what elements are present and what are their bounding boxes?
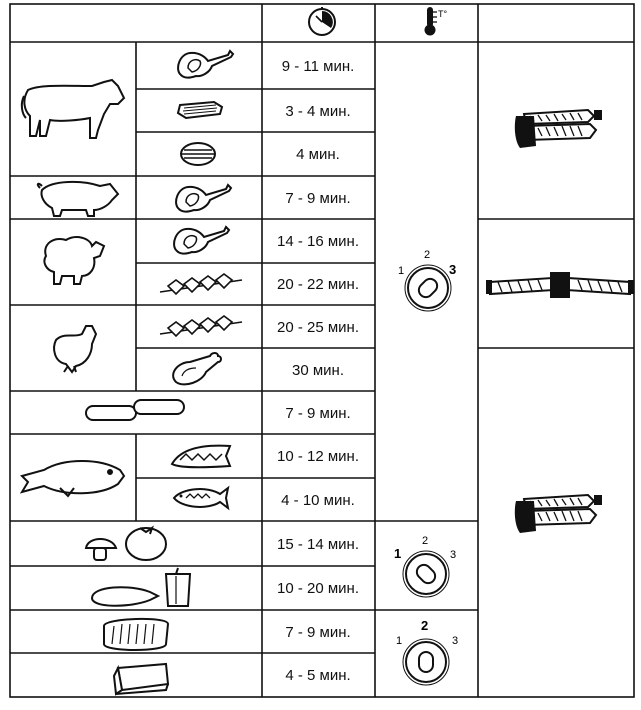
panini-icon [104,619,168,650]
thermometer-icon [425,7,448,36]
cow-icon [22,80,124,138]
time-cell: 7 - 9 мин. [285,624,351,641]
dial-label: 2 [424,249,431,261]
burger-patty-icon [181,143,215,165]
temp-label: T° [438,9,448,19]
grill-closed-icon [515,495,602,533]
time-cell: 4 - 5 мин. [285,667,351,684]
temperature-dial [396,618,458,685]
dial-label: 1 [398,265,405,277]
toasted-sandwich-icon [114,664,168,694]
eggplant-pepper-icon [92,568,190,606]
steak-slice-icon [178,102,222,118]
dial-label: 3 [449,262,457,277]
time-cell: 4 мин. [296,146,340,163]
grill-closed-icon [515,110,602,148]
steak-bone-icon [178,51,233,78]
pig-icon [38,182,118,216]
lamb-chop-icon [174,227,229,254]
dial-label: 3 [452,635,459,647]
temperature-dial [394,535,456,597]
chicken-icon [54,326,96,372]
time-cell: 3 - 4 мин. [285,103,351,120]
fish-icon [22,461,124,496]
dial-label: 2 [422,535,429,547]
kebab-icon [160,316,242,336]
dial-label: 1 [394,546,402,561]
drumstick-icon [173,353,221,384]
time-cell: 7 - 9 мин. [285,190,351,207]
time-cell: 14 - 16 мин. [276,233,360,250]
sausages-icon [86,400,184,420]
mushroom-tomato-icon [86,528,166,560]
grill-open-flat-icon [486,272,634,298]
time-cell: 20 - 22 мин. [276,276,360,293]
time-cell: 4 - 10 мин. [281,492,355,509]
time-cell: 10 - 20 мин. [276,580,360,597]
fish-fillet-icon [172,446,230,468]
time-cell: 15 - 14 мин. [276,536,360,553]
temperature-dial [398,249,456,311]
small-fish-icon [174,488,228,508]
dial-label: 1 [396,635,403,647]
time-cell: 7 - 9 мин. [285,405,351,422]
time-cell: 10 - 12 мин. [276,448,360,465]
time-cell: 9 - 11 мин. [281,58,355,75]
clock-icon [309,7,335,35]
dial-label: 3 [450,549,457,561]
kebab-icon [160,274,242,294]
dial-label: 2 [421,618,429,633]
time-cell: 20 - 25 мин. [276,319,360,336]
pork-chop-icon [176,185,231,212]
sheep-icon [44,237,104,284]
time-cell: 30 мин. [292,362,344,379]
